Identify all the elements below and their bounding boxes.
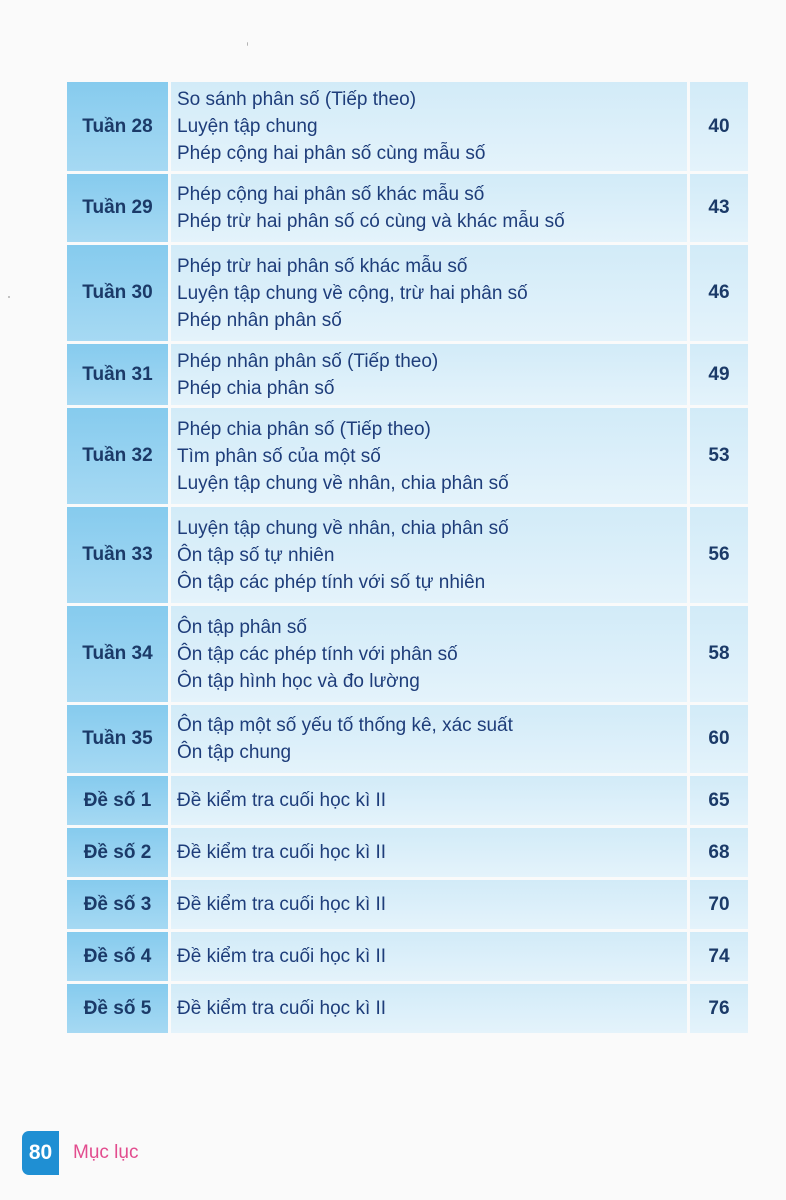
toc-page-number: 68 [690,828,748,877]
section-title: Mục lục [73,1142,139,1163]
toc-page-number: 76 [690,984,748,1033]
toc-week-label: Đề số 2 [67,828,168,877]
toc-topic-item: Ôn tập các phép tính với số tự nhiên [177,571,486,593]
toc-topics [171,344,687,405]
toc-topic-item: Ôn tập các phép tính với phân số [177,643,458,665]
toc-week-label: Tuần 34 [67,606,168,702]
toc-row [67,408,748,504]
toc-week-label: Tuần 33 [67,507,168,603]
toc-topic-item: Luyện tập chung về nhân, chia phân số [177,517,509,539]
toc-row [67,880,748,929]
toc-topics [171,984,687,1033]
toc-week-label: Tuần 32 [67,408,168,504]
toc-page-number: 43 [690,174,748,242]
paper-speck [247,42,248,46]
toc-topic-item: Đề kiểm tra cuối học kì II [177,998,387,1019]
toc-topic-item: Phép nhân phân số (Tiếp theo) [177,350,439,372]
toc-page-number: 74 [690,932,748,981]
table-of-contents [67,82,748,1033]
toc-week-label: Tuần 30 [67,245,168,341]
toc-topic-item: Luyện tập chung về cộng, trừ hai phân số [177,282,528,304]
toc-week-label: Đề số 1 [67,776,168,825]
toc-topic-item: Ôn tập chung [177,742,292,763]
toc-page-number: 40 [690,82,748,171]
toc-topic-item: Phép chia phân số (Tiếp theo) [177,418,431,440]
toc-topic-item: Đề kiểm tra cuối học kì II [177,790,387,811]
toc-week-label: Đề số 3 [67,880,168,929]
toc-topics [171,507,687,603]
toc-topic-item: Luyện tập chung [177,116,318,137]
toc-week-label: Tuần 31 [67,344,168,405]
toc-page-number: 56 [690,507,748,603]
toc-topic-item: Tìm phân số của một số [177,445,381,467]
toc-topic-item: So sánh phân số (Tiếp theo) [177,89,417,110]
toc-page-number: 58 [690,606,748,702]
toc-topic-item: Đề kiểm tra cuối học kì II [177,946,387,967]
toc-topic-item: Ôn tập hình học và đo lường [177,670,420,692]
toc-row [67,507,748,603]
toc-topics [171,705,687,773]
toc-row [67,705,748,773]
toc-page-number: 70 [690,880,748,929]
toc-row [67,828,748,877]
toc-week-label: Tuần 29 [67,174,168,242]
toc-topics [171,245,687,341]
toc-week-label: Đề số 5 [67,984,168,1033]
toc-topic-item: Luyện tập chung về nhân, chia phân số [177,472,509,494]
toc-topics [171,828,687,877]
toc-page-number: 53 [690,408,748,504]
toc-row [67,344,748,405]
toc-topics [171,408,687,504]
toc-row [67,932,748,981]
toc-row [67,984,748,1033]
toc-row [67,245,748,341]
toc-topic-item: Phép chia phân số [177,377,335,399]
toc-topic-item: Ôn tập số tự nhiên [177,544,335,566]
toc-topics [171,932,687,981]
toc-topic-item: Phép trừ hai phân số có cùng và khác mẫu số [177,211,565,232]
toc-topics [171,776,687,825]
toc-topic-item: Ôn tập một số yếu tố thống kê, xác suất [177,715,513,736]
toc-topic-item: Phép nhân phân số [177,309,342,331]
toc-week-label: Đề số 4 [67,932,168,981]
toc-topic-item: Ôn tập phân số [177,616,307,638]
toc-topic-item: Phép cộng hai phân số khác mẫu số [177,184,485,205]
toc-topics [171,606,687,702]
toc-topics [171,880,687,929]
toc-page-number: 46 [690,245,748,341]
toc-topic-item: Đề kiểm tra cuối học kì II [177,894,387,915]
page-footer [22,1131,138,1175]
page-number-badge: 80 [22,1131,59,1175]
toc-week-label: Tuần 28 [67,82,168,171]
toc-row [67,776,748,825]
toc-row [67,174,748,242]
toc-row [67,606,748,702]
toc-page-number: 65 [690,776,748,825]
toc-week-label: Tuần 35 [67,705,168,773]
toc-topic-item: Đề kiểm tra cuối học kì II [177,842,387,863]
toc-topic-item: Phép cộng hai phân số cùng mẫu số [177,143,486,164]
paper-speck [8,296,10,298]
toc-topics [171,82,687,171]
toc-page-number: 60 [690,705,748,773]
toc-page-number: 49 [690,344,748,405]
toc-topics [171,174,687,242]
toc-row [67,82,748,171]
toc-topic-item: Phép trừ hai phân số khác mẫu số [177,255,468,277]
